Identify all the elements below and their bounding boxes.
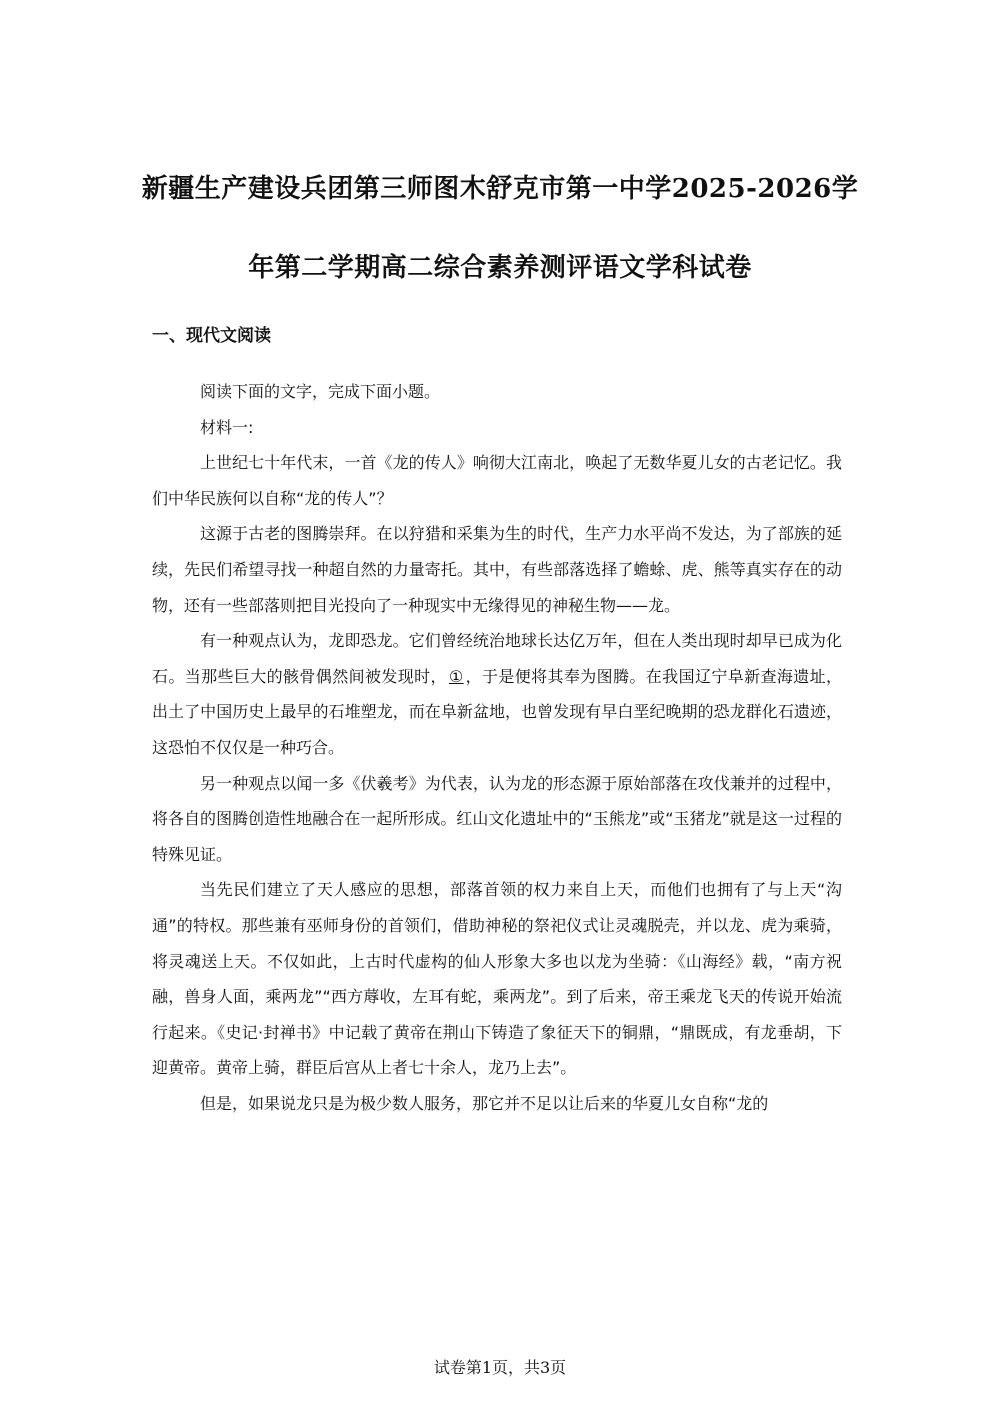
passage-paragraph: 这源于古老的图腾崇拜。在以狩猎和采集为生的时代，生产力水平尚不发达，为了部族的延续，先民们希望寻找一种超自然的力量寄托。其中，有些部落选择了蟾蜍、虎、熊等真实存在的动物，还有一些部落则把目光投向了一种现实中无缘得见的神秘生物——龙。 bbox=[152, 524, 842, 615]
fill-in-blank-marker: ① bbox=[448, 666, 464, 686]
passage-text: ，于是便将其奉为图腾。在我国辽宁阜新查海遗址，出土了中国历史上最早的石堆塑龙，而在阜新盆地，也曾发现有早白垩纪晚期的恐龙群化石遗迹，这恐怕不仅仅是一种巧合。 bbox=[152, 666, 842, 757]
passage-paragraph: 另一种观点以闻一多《伏羲考》为代表，认为龙的形态源于原始部落在攻伐兼并的过程中，将各自的图腾创造性地融合在一起所形成。红山文化遗址中的“玉熊龙”或“玉猪龙”就是这一过程的特殊见证。 bbox=[152, 773, 842, 864]
page-footer: 试卷第1页，共3页 bbox=[433, 1358, 567, 1377]
passage-paragraph: 当先民们建立了天人感应的思想，部落首领的权力来自上天，而他们也拥有了与上天“沟通”的特权。那些兼有巫师身份的首领们，借助神秘的祭祀仪式让灵魂脱壳，并以龙、虎为乘骑，将灵魂送上天。不仅如此，上古时代虚构的仙人形象大多也以龙为坐骑：《山海经》载，“南方祝融，兽身人面，乘两龙”“西方蓐收，左耳有蛇，乘两龙”。到了后来，帝王乘龙飞天的传说开始流行起来。《史记·封禅书》中记载了黄帝在荆山下铸造了象征天下的铜鼎，“鼎既成，有龙垂胡，下迎黄帝。黄帝上骑，群臣后宫从上者七十余人，龙乃上去”。 bbox=[152, 880, 842, 1078]
instruction-paragraph: 阅读下面的文字，完成下面小题。 bbox=[200, 382, 441, 401]
section-heading: 一、现代文阅读 bbox=[152, 326, 271, 346]
exam-title-line-2: 年第二学期高二综合素养测评语文学科试卷 bbox=[248, 253, 752, 283]
passage-paragraph: 但是，如果说龙只是为极少数人服务，那它并不足以让后来的华夏儿女自称“龙的 bbox=[200, 1093, 769, 1113]
reading-passage bbox=[152, 374, 842, 1121]
exam-title-line-1: 新疆生产建设兵团第三师图木舒克市第一中学2025-2026学 bbox=[141, 174, 859, 204]
passage-paragraph: 上世纪七十年代末，一首《龙的传人》响彻大江南北，唤起了无数华夏儿女的古老记忆。我们中华民族何以自称“龙的传人”？ bbox=[152, 453, 842, 508]
material-label: 材料一: bbox=[200, 417, 254, 437]
passage-paragraph bbox=[152, 623, 842, 765]
passage-text: 有一种观点认为，龙即恐龙。它们曾经统治地球长达亿万年，但在人类出现时却早已成为化石。当那些巨大的骸骨偶然间被发现时， bbox=[152, 631, 842, 686]
